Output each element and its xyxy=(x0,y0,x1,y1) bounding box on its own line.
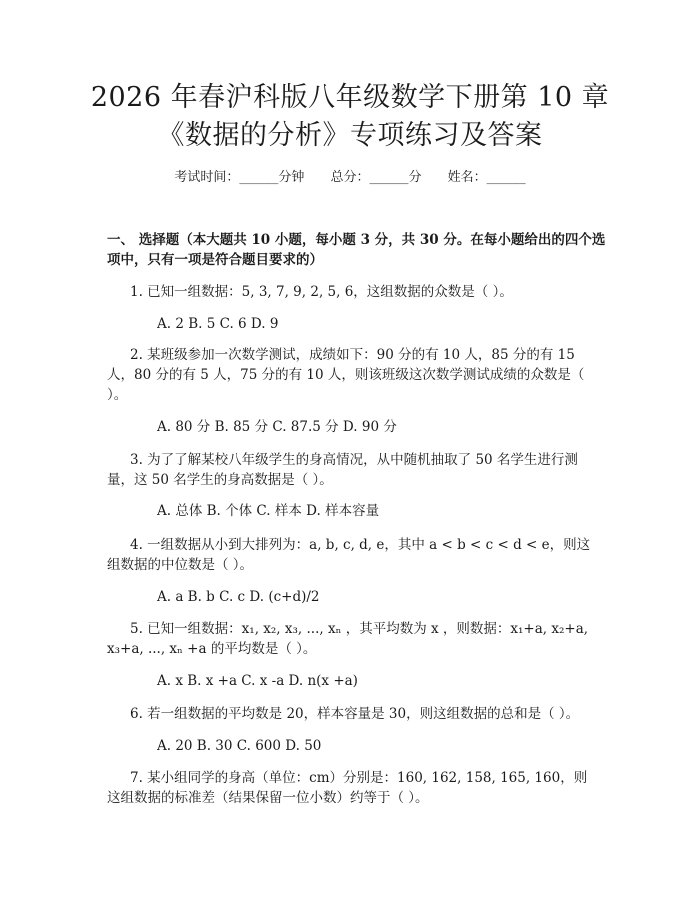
section-heading: 一、 选择题（本大题共 10 小题，每小题 3 分，共 30 分。在每小题给出的四个选项中，只有一项是符合题目要求的） xyxy=(107,232,606,268)
name-field: 姓名：______ xyxy=(447,170,526,185)
document-title-line2: 《数据的分析》专项练习及答案 xyxy=(157,120,543,151)
question-1: 1. 已知一组数据：5, 3, 7, 9, 2, 5, 6，这组数据的众数是（ ）。 xyxy=(130,284,513,300)
question-4: 4. 一组数据从小到大排列为：a, b, c, d, e，其中 a < b < c < d < e，则这组数据的中位数是（ ）。 xyxy=(107,537,591,573)
question-3: 3. 为了了解某校八年级学生的身高情况，从中随机抽取了 50 名学生进行测量，这 50 名学生的身高数据是（ ）。 xyxy=(107,452,578,488)
question-7: 7. 某小组同学的身高（单位：cm）分别是：160, 162, 158, 165, 160，则这组数据的标准差（结果保留一位小数）约等于（ ）。 xyxy=(107,770,588,806)
question-5-options: A. x B. x +a C. x -a D. n(x +a) xyxy=(157,673,358,689)
question-4-options: A. a B. b C. c D. (c+d)/2 xyxy=(157,589,320,605)
question-2: 2. 某班级参加一次数学测试，成绩如下：90 分的有 10 人，85 分的有 15 人，80 分的有 5 人，75 分的有 10 人，则该班级这次数学测试成绩的众数是（ ）。 xyxy=(107,347,585,403)
total-score-field: 总分：______分 xyxy=(330,170,422,185)
question-1-options: A. 2 B. 5 C. 6 D. 9 xyxy=(157,316,279,332)
question-5: 5. 已知一组数据：x₁, x₂, x₃, ..., xₙ ，其平均数为 x ，则数据：x₁+a, x₂+a, x₃+a, ..., xₙ +a 的平均数是（ ）。 xyxy=(107,621,589,657)
document-title-line1: 2026 年春沪科版八年级数学下册第 10 章 xyxy=(90,82,610,113)
question-6: 6. 若一组数据的平均数是 20，样本容量是 30，则这组数据的总和是（ ）。 xyxy=(130,706,580,722)
exam-meta xyxy=(0,169,700,187)
question-6-options: A. 20 B. 30 C. 600 D. 50 xyxy=(157,738,322,754)
question-2-options: A. 80 分 B. 85 分 C. 87.5 分 D. 90 分 xyxy=(157,419,397,435)
question-3-options: A. 总体 B. 个体 C. 样本 D. 样本容量 xyxy=(157,503,380,519)
exam-time-field: 考试时间：______分钟 xyxy=(174,170,305,185)
